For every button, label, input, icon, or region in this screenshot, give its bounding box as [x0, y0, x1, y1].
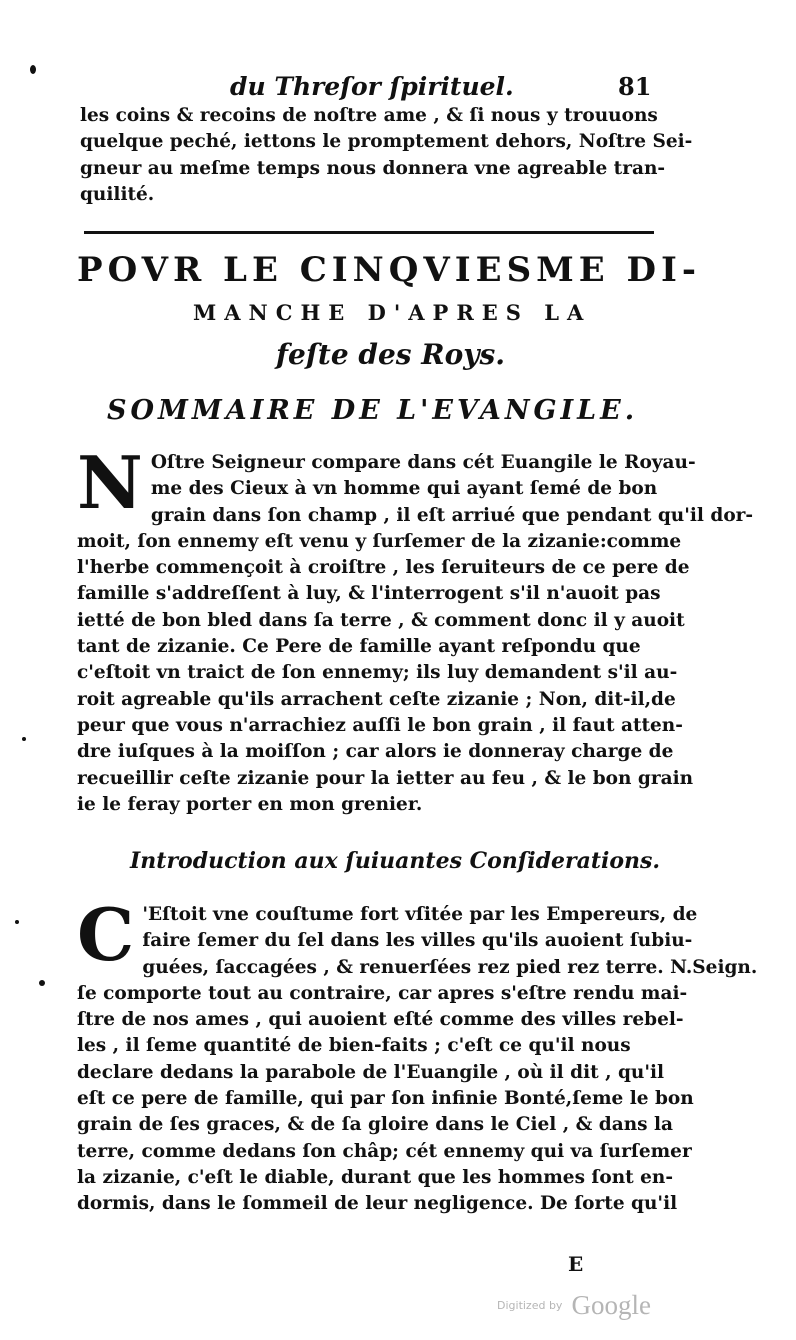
text-line: 'Eſtoit vne couſtume fort vſitée par les Empereurs, de: [142, 904, 698, 925]
text-line: famille s'addreſſent à luy, & l'interrogent s'il n'auoit pas: [77, 583, 661, 605]
text-line: ſe comporte tout au contraire, car apres s'eſtre rendu mai-: [77, 982, 688, 1004]
running-header: du Threſor ſpirituel.: [230, 72, 514, 101]
ink-speck: [15, 920, 19, 924]
text-line: grain de ſes graces, & de ſa gloire dans le Ciel , & dans la: [77, 1114, 674, 1136]
drop-capital: N: [77, 440, 143, 525]
text-line: dormis, dans le ſommeil de leur negligence. De ſorte qu'il: [77, 1193, 678, 1215]
text-line: grain dans ſon champ , il eſt arriué que pendant qu'il dor-: [150, 504, 754, 526]
text-line: les coins & recoins de noſtre ame , & ſi nous y trouuons: [80, 105, 658, 126]
section-title-line-1: POVR LE CINQVIESME DI-: [77, 250, 702, 290]
text-line: ſtre de nos ames , qui auoient eſté comme des villes rebel-: [77, 1009, 684, 1031]
text-line: peur que vous n'arrachiez auſſi le bon grain , il faut atten-: [77, 714, 683, 736]
text-line: c'eſtoit vn traict de ſon ennemy; ils luy demandent s'il au-: [77, 662, 678, 684]
introduction-heading: Introduction aux ſuiuantes Conſiderations.: [130, 848, 661, 874]
text-line: faire ſemer du ſel dans les villes qu'ils auoient ſubiu-: [142, 930, 693, 952]
text-line: ie le feray porter en mon grenier.: [77, 793, 423, 815]
text-line: les , il ſeme quantité de bien-faits ; c'eſt ce qu'il nous: [77, 1035, 631, 1057]
section-title-line-2: MANCHE D'APRES LA: [193, 300, 592, 325]
text-line: declare dedans la parabole de l'Euangile , où il dit , qu'il: [77, 1061, 665, 1083]
introduction-paragraph: [77, 892, 758, 1218]
drop-capital: C: [77, 892, 135, 977]
text-line: recueillir ceſte zizanie pour la ietter au feu , & le bon grain: [77, 767, 694, 789]
sommaire-heading: SOMMAIRE DE L'EVANGILE.: [107, 395, 639, 426]
text-line: gneur au meſme temps nous donnera vne agreable tran-: [80, 157, 666, 179]
page-number: 81: [618, 72, 652, 101]
section-divider: [84, 231, 654, 234]
text-line: l'herbe commençoit à croiſtre , les ſeruiteurs de ce pere de: [77, 557, 690, 579]
text-line: moit, ſon ennemy eſt venu y ſurſemer de la zizanie:comme: [77, 530, 682, 552]
text-line: terre, comme dedans ſon châp; cét ennemy qui va ſurſemer: [77, 1140, 692, 1162]
carryover-paragraph: [80, 103, 693, 208]
text-line: eſt ce pere de famille, qui par ſon infinie Bonté,ſeme le bon: [77, 1088, 694, 1110]
text-line: la zizanie, c'eſt le diable, durant que les hommes ſont en-: [77, 1166, 674, 1188]
text-line: quelque peché, iettons le promptement dehors, Noſtre Sei-: [80, 131, 693, 153]
sommaire-paragraph: [77, 440, 754, 818]
ink-speck: [22, 737, 26, 741]
text-line: me des Cieux à vn homme qui ayant ſemé de bon: [150, 478, 658, 500]
catchword: E: [568, 1252, 584, 1276]
text-line: roit agreable qu'ils arrachent ceſte zizanie ; Non, dit-il,de: [77, 688, 676, 710]
text-line: dre iuſques à la moiſſon ; car alors ie donneray charge de: [77, 741, 674, 763]
text-line: Oſtre Seigneur compare dans cét Euangile le Royau-: [150, 452, 696, 473]
text-line: ietté de bon bled dans ſa terre , & comment donc il y auoit: [77, 609, 685, 631]
text-line: guées, ſaccagées , & renuerſées rez pied rez terre. N.Seign.: [142, 956, 758, 978]
ink-speck: [30, 65, 36, 74]
section-title-line-3: feſte des Roys.: [276, 338, 506, 371]
watermark-brand: Google: [571, 1290, 652, 1320]
text-line: quilité.: [80, 183, 155, 205]
text-line: tant de zizanie. Ce Pere de famille ayant reſpondu que: [77, 636, 641, 658]
ink-speck: [39, 980, 45, 986]
watermark-caption: Digitized by: [497, 1299, 563, 1312]
digitized-watermark: [497, 1290, 651, 1321]
